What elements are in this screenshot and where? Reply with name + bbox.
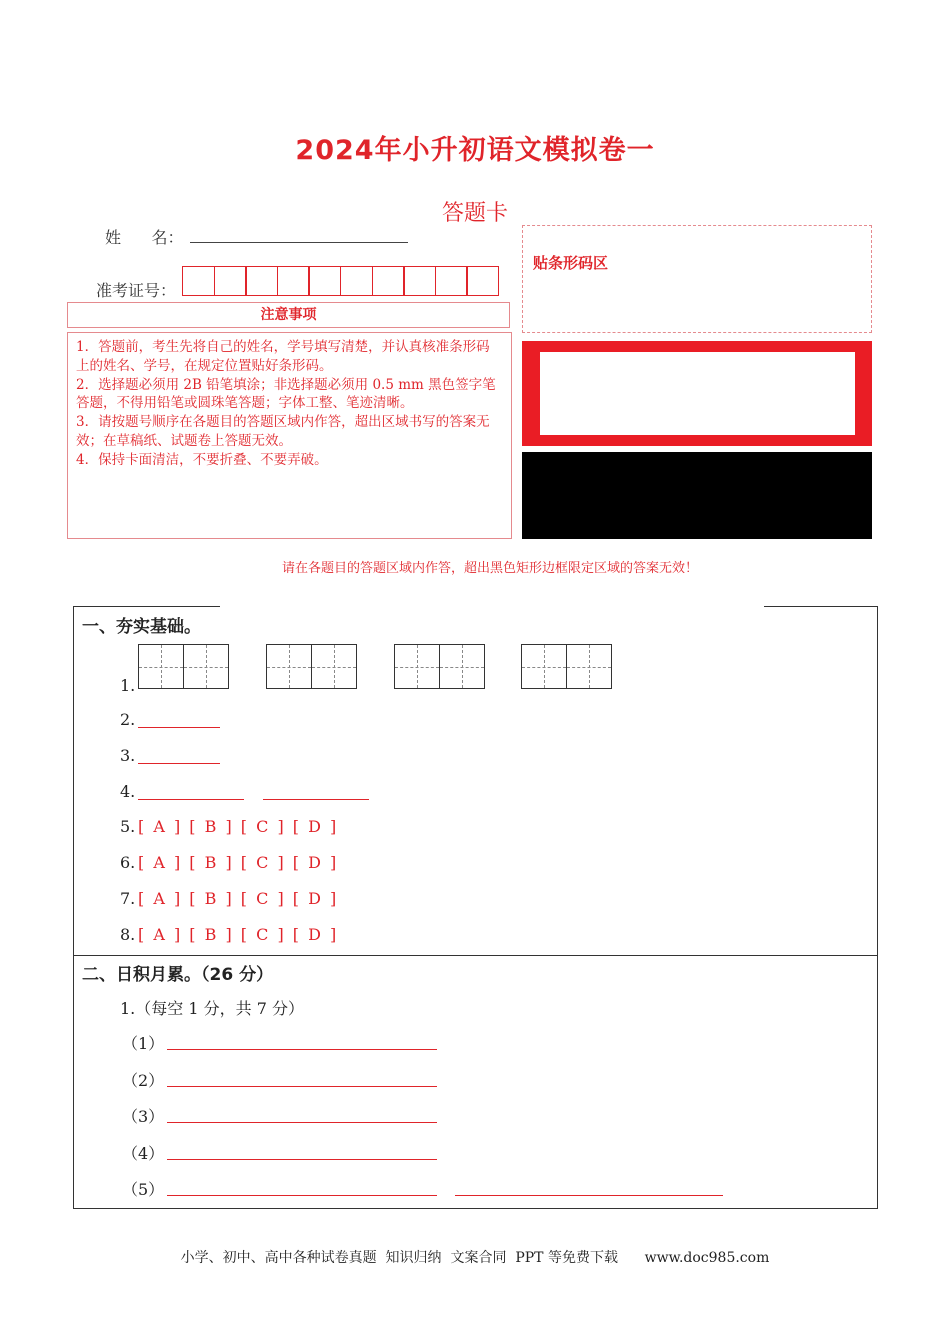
page-title: 2024年小升初语文模拟卷一 [295,135,655,166]
section2-title: 二、日积月累。（26 分） [82,965,274,985]
exam-id-label: 准考证号： [96,281,177,300]
choice-number: 5. [120,817,136,836]
notice-item: 3．请按题号顺序在各题目的答题区域内作答，超出区域书写的答案无效；在草稿纸、试题卷上答题无效。 [76,414,490,449]
exam-id-box[interactable] [340,266,373,296]
char-grid-4[interactable] [521,644,612,689]
blank-label: （1） [122,1034,165,1053]
exam-id-box[interactable] [308,266,341,296]
q4-number: 4. [120,782,136,801]
q1-number: 1. [120,676,136,695]
blank-label: （4） [122,1144,165,1163]
choice-options-8[interactable]: [ A ] [ B ] [ C ] [ D ] [138,925,339,944]
blank-label: （3） [122,1107,165,1126]
blank-line-5b[interactable] [455,1195,723,1196]
name-input-line[interactable] [190,242,408,243]
blank-line-2[interactable] [167,1086,437,1087]
q2-answer-line[interactable] [138,727,220,728]
section2-box [73,955,878,1209]
missing-exam-frame-inner [540,352,855,435]
exam-id-box[interactable] [214,266,247,296]
section1-title: 一、夯实基础。 [82,617,201,637]
exam-id-box[interactable] [277,266,310,296]
answer-card-subtitle: 答题卡 [441,201,508,226]
choice-number: 8. [120,925,136,944]
char-grid-1[interactable] [138,644,229,689]
blank-label: （2） [122,1071,165,1090]
notice-item: 1．答题前，考生先将自己的姓名，学号填写清楚，并认真核准条形码上的姓名、学号，在规定位置贴好条形码。 [76,339,490,374]
q2-number: 2. [120,710,136,729]
black-bar [522,452,872,539]
exam-id-box[interactable] [466,266,499,296]
notice-body [67,332,512,539]
notice-item: 4．保持卡面清洁，不要折叠、不要弄破。 [76,451,328,468]
exam-id-box[interactable] [372,266,405,296]
char-grid-3[interactable] [394,644,485,689]
barcode-area [522,225,872,333]
blank-line-1[interactable] [167,1049,437,1050]
q4-answer-line-1[interactable] [138,799,244,800]
blank-line-4[interactable] [167,1159,437,1160]
exam-id-box[interactable] [182,266,215,296]
footer-text: 小学、初中、高中各种试卷真题 知识归纳 文案合同 PPT 等免费下载 www.doc985.com [180,1250,770,1266]
char-grid-2[interactable] [266,644,357,689]
answer-area-warning: 请在各题目的答题区域内作答，超出黑色矩形边框限定区域的答案无效！ [281,561,698,576]
q3-answer-line[interactable] [138,763,220,764]
blank-line-3[interactable] [167,1122,437,1123]
exam-id-box[interactable] [435,266,468,296]
s2-q1-label: 1.（每空 1 分，共 7 分） [120,999,304,1018]
choice-number: 6. [120,853,136,872]
name-label: 姓 名： [105,228,184,247]
q3-number: 3. [120,746,136,765]
choice-options-5[interactable]: [ A ] [ B ] [ C ] [ D ] [138,817,339,836]
blank-line-5a[interactable] [167,1195,437,1196]
choice-options-6[interactable]: [ A ] [ B ] [ C ] [ D ] [138,853,339,872]
notice-heading: 注意事项 [67,302,510,328]
blank-label: （5） [122,1180,165,1199]
barcode-label: 贴条形码区 [533,254,609,272]
notice-item: 2．选择题必须用 2B 铅笔填涂；非选择题必须用 0.5 mm 黑色签字笔答题，不得用铅笔或圆珠笔答题；字体工整、笔迹清晰。 [76,376,496,412]
exam-id-box[interactable] [403,266,436,296]
choice-number: 7. [120,889,136,908]
exam-id-box[interactable] [245,266,278,296]
choice-options-7[interactable]: [ A ] [ B ] [ C ] [ D ] [138,889,339,908]
q4-answer-line-2[interactable] [263,799,369,800]
